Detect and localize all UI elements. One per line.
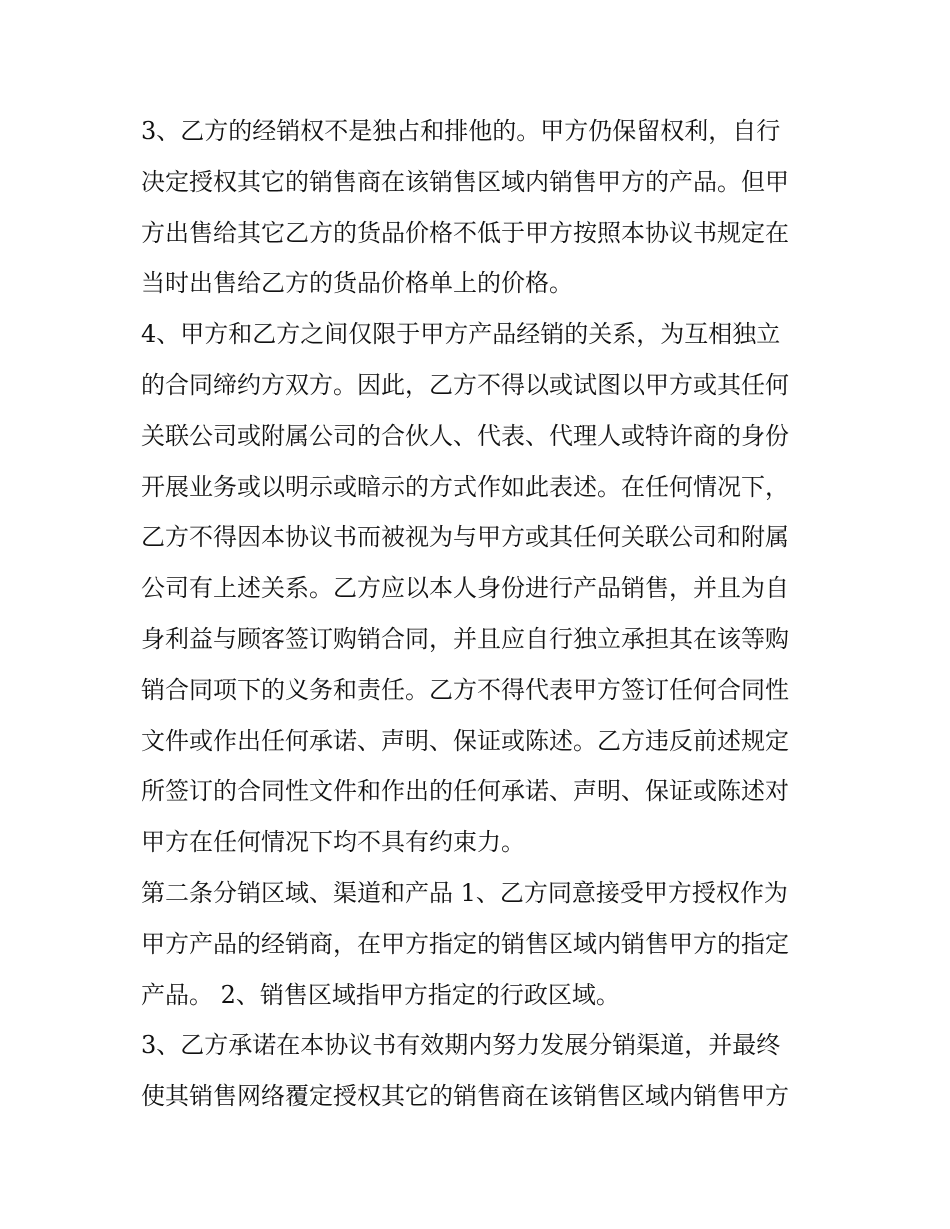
text-line-15: 甲方在任何情况下均不具有约束力。 (141, 828, 525, 857)
text-line-13: 文件或作出任何承诺、声明、保证或陈述。乙方违反前述规定 (141, 726, 789, 755)
text-line-14: 所签订的合同性文件和作出的任何承诺、声明、保证或陈述对 (141, 777, 789, 806)
text-line-18: 产品。 2、销售区域指甲方指定的行政区域。 (141, 980, 620, 1009)
text-line-4: 当时出售给乙方的货品价格单上的价格。 (141, 269, 573, 298)
text-line-16: 第二条分销区域、渠道和产品 1、乙方同意接受甲方授权作为 (141, 878, 788, 907)
text-line-19: 3、乙方承诺在本协议书有效期内努力发展分销渠道，并最终 (141, 1031, 781, 1060)
text-line-12: 销合同项下的义务和责任。乙方不得代表甲方签订任何合同性 (141, 675, 789, 704)
text-line-20: 使其销售网络覆定授权其它的销售商在该销售区域内销售甲方 (141, 1082, 789, 1111)
text-line-8: 开展业务或以明示或暗示的方式作如此表述。在任何情况下， (141, 472, 789, 501)
text-line-9: 乙方不得因本协议书而被视为与甲方或其任何关联公司和附属 (141, 523, 789, 552)
text-line-5: 4、甲方和乙方之间仅限于甲方产品经销的关系，为互相独立 (141, 320, 781, 349)
text-line-1: 3、乙方的经销权不是独占和排他的。甲方仍保留权利，自行 (141, 117, 781, 145)
text-line-11: 身利益与顾客签订购销合同，并且应自行独立承担其在该等购 (141, 624, 789, 653)
document-body (141, 106, 816, 1122)
text-line-10: 公司有上述关系。乙方应以本人身份进行产品销售，并且为自 (141, 574, 789, 603)
text-line-3: 方出售给其它乙方的货品价格不低于甲方按照本协议书规定在 (141, 218, 789, 247)
text-line-7: 关联公司或附属公司的合伙人、代表、代理人或特许商的身份 (141, 421, 789, 450)
text-line-17: 甲方产品的经销商，在甲方指定的销售区域内销售甲方的指定 (141, 929, 789, 958)
text-line-6: 的合同缔约方双方。因此，乙方不得以或试图以甲方或其任何 (141, 370, 789, 399)
text-line-2: 决定授权其它的销售商在该销售区域内销售甲方的产品。但甲 (141, 167, 789, 196)
